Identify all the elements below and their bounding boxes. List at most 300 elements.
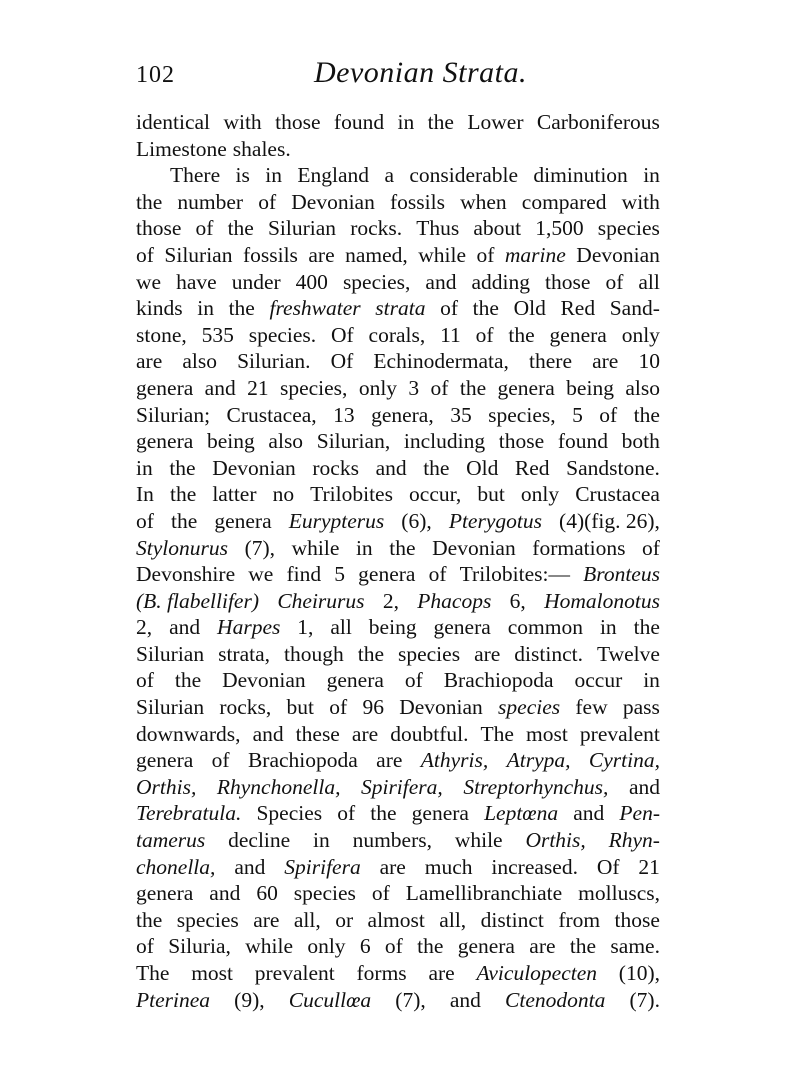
word: the bbox=[472, 296, 499, 321]
word: Brachiopoda bbox=[443, 668, 554, 693]
word: Brachiopoda bbox=[247, 748, 358, 773]
italic-word: chonella, bbox=[136, 854, 216, 879]
word: and bbox=[449, 987, 481, 1012]
word: are bbox=[253, 907, 280, 932]
word: of bbox=[605, 269, 624, 294]
italic-word: Athyris, bbox=[420, 748, 489, 773]
word: genera bbox=[214, 508, 272, 533]
word: corals, bbox=[368, 322, 426, 347]
word: stone, bbox=[136, 322, 187, 347]
word: genera bbox=[497, 375, 555, 400]
text-line bbox=[136, 481, 660, 508]
italic-word: Aviculopecten bbox=[476, 961, 598, 985]
word: only bbox=[307, 934, 346, 959]
word: the bbox=[357, 641, 384, 666]
text-line bbox=[136, 455, 660, 482]
word: Silurian, bbox=[316, 429, 391, 454]
word: the bbox=[169, 482, 197, 507]
text-line bbox=[136, 215, 660, 242]
word: 21 bbox=[247, 375, 269, 400]
word: Silurian bbox=[267, 216, 337, 241]
word: 60 bbox=[256, 881, 278, 906]
word: Devonshire bbox=[136, 562, 236, 587]
word: (9), bbox=[234, 987, 265, 1012]
word: number bbox=[177, 189, 244, 214]
word: pass bbox=[622, 695, 660, 720]
word: There bbox=[170, 163, 221, 188]
word: in bbox=[197, 296, 214, 321]
word: all, bbox=[439, 907, 467, 932]
word: being bbox=[206, 429, 255, 454]
word: all, bbox=[293, 907, 321, 932]
word: are bbox=[351, 721, 379, 746]
italic-word: Stylonurus bbox=[136, 535, 228, 560]
word: also bbox=[182, 349, 217, 374]
text-line bbox=[136, 242, 660, 269]
word: Of bbox=[330, 349, 354, 374]
word: of bbox=[475, 322, 494, 347]
italic-word: marine bbox=[504, 242, 566, 267]
word: 10 bbox=[638, 349, 660, 374]
word: Trilobites bbox=[310, 482, 393, 507]
word: genera bbox=[136, 881, 194, 906]
word: the bbox=[170, 508, 198, 533]
word: common bbox=[507, 615, 583, 640]
word: those bbox=[614, 907, 660, 932]
word: being bbox=[368, 615, 417, 640]
word: Red bbox=[560, 296, 596, 321]
text-line bbox=[136, 774, 660, 801]
text-line bbox=[136, 588, 660, 615]
word: species, bbox=[279, 375, 348, 400]
text-line bbox=[136, 907, 660, 934]
word: diminution bbox=[533, 163, 628, 188]
word: we bbox=[248, 562, 274, 587]
italic-word: Spirifera, bbox=[360, 774, 443, 799]
italic-word: Pterygotus bbox=[448, 508, 542, 533]
word: Silurian bbox=[136, 641, 205, 666]
text-line bbox=[136, 854, 660, 881]
word: few bbox=[575, 695, 608, 720]
text-line bbox=[136, 747, 660, 774]
word: Silurian. bbox=[237, 349, 311, 374]
word: 2, bbox=[136, 615, 153, 640]
word: Devonian bbox=[291, 189, 375, 214]
italic-word: Eurypterus bbox=[288, 508, 385, 533]
word: the bbox=[633, 402, 660, 427]
word: are bbox=[376, 748, 403, 773]
text-line bbox=[136, 933, 660, 960]
word: increased. bbox=[491, 854, 578, 879]
word: in bbox=[643, 668, 660, 693]
word: rocks. bbox=[350, 216, 403, 241]
word: the bbox=[228, 296, 255, 321]
text-line bbox=[136, 960, 660, 987]
word: of bbox=[136, 668, 154, 693]
word: in bbox=[313, 828, 330, 853]
text-line bbox=[136, 136, 660, 163]
word: and bbox=[375, 455, 407, 480]
word: Siluria, bbox=[168, 934, 231, 959]
word: only bbox=[520, 482, 560, 507]
word: are bbox=[308, 242, 335, 267]
word: named, bbox=[345, 242, 408, 267]
word: of bbox=[136, 242, 154, 267]
word: Silurian bbox=[164, 242, 233, 267]
word: species, bbox=[342, 269, 411, 294]
word: distinct. bbox=[514, 641, 583, 666]
word: the bbox=[508, 322, 535, 347]
word: 96 bbox=[362, 695, 384, 720]
word: fossils bbox=[389, 189, 445, 214]
word: Devonian bbox=[432, 535, 516, 560]
word: (4)(fig. 26), bbox=[559, 508, 660, 533]
italic-word: Cyrtina, bbox=[588, 748, 660, 773]
word: Devonian bbox=[399, 695, 483, 720]
word: those bbox=[498, 429, 545, 454]
word: shales. bbox=[232, 136, 291, 161]
word: In bbox=[136, 482, 154, 507]
word: Lamellibranchiate bbox=[405, 881, 563, 906]
word: The bbox=[480, 721, 514, 746]
word: and bbox=[204, 375, 236, 400]
word: when bbox=[460, 189, 507, 214]
text-line bbox=[136, 987, 660, 1014]
word: the bbox=[389, 535, 416, 560]
word: from bbox=[558, 907, 601, 932]
word: the bbox=[136, 189, 163, 214]
word: the bbox=[169, 455, 196, 480]
word: of bbox=[329, 695, 348, 720]
word: latter bbox=[212, 482, 257, 507]
word: 3 bbox=[408, 375, 420, 400]
italic-word: Rhyn- bbox=[608, 828, 660, 853]
word: of bbox=[195, 216, 214, 241]
italic-word: Leptœna bbox=[484, 801, 559, 826]
italic-word: Ctenodonta bbox=[505, 987, 606, 1012]
word: Trilobites:— bbox=[459, 562, 570, 587]
word: Echinodermata, bbox=[373, 349, 509, 374]
text-line bbox=[136, 827, 660, 854]
word: the bbox=[427, 110, 454, 134]
text-line bbox=[136, 694, 660, 721]
word: a bbox=[384, 163, 394, 188]
word: including bbox=[403, 429, 486, 454]
word: kinds bbox=[136, 296, 183, 321]
word: genera bbox=[411, 801, 469, 826]
word: Sand- bbox=[609, 296, 660, 321]
word: is bbox=[235, 163, 250, 188]
word: species bbox=[597, 216, 660, 241]
italic-word: Pterinea bbox=[136, 987, 211, 1012]
word: both bbox=[621, 429, 660, 454]
word: almost bbox=[367, 907, 425, 932]
word: 5 bbox=[572, 402, 583, 427]
text-line bbox=[136, 428, 660, 455]
word: 35 bbox=[450, 402, 472, 427]
word: though bbox=[284, 641, 344, 666]
word: in bbox=[136, 455, 153, 480]
word: of bbox=[258, 189, 277, 214]
text-line bbox=[136, 295, 660, 322]
word: identical bbox=[136, 110, 211, 134]
word: compared bbox=[521, 189, 607, 214]
word: the bbox=[459, 375, 487, 400]
word: in bbox=[599, 615, 617, 640]
word: genera bbox=[358, 562, 416, 587]
word: the bbox=[174, 668, 202, 693]
word: 5 bbox=[334, 562, 346, 587]
word: Crustacea, bbox=[226, 402, 317, 427]
text-line bbox=[136, 348, 660, 375]
word: all bbox=[638, 269, 660, 294]
text-line bbox=[136, 800, 660, 827]
word: only bbox=[621, 322, 660, 347]
text-line bbox=[136, 721, 660, 748]
word: are bbox=[474, 641, 501, 666]
word: genera bbox=[433, 615, 491, 640]
word: are bbox=[379, 854, 406, 879]
text-line bbox=[136, 880, 660, 907]
italic-word: tamerus bbox=[136, 828, 206, 853]
word: Limestone bbox=[136, 136, 227, 161]
word: 6 bbox=[359, 934, 371, 959]
word: of bbox=[404, 668, 423, 693]
word: are bbox=[136, 349, 163, 374]
italic-word: Spirifera bbox=[284, 854, 361, 879]
word: Devonian bbox=[212, 455, 296, 480]
word: Species bbox=[256, 801, 323, 826]
word: the bbox=[633, 615, 660, 640]
italic-word: Orthis, bbox=[525, 828, 586, 853]
text-line bbox=[136, 375, 660, 402]
word: of bbox=[599, 402, 618, 427]
word: of bbox=[371, 881, 390, 906]
word: strata, bbox=[218, 641, 271, 666]
word: are bbox=[428, 961, 455, 985]
word: the bbox=[136, 907, 163, 932]
word: Carboniferous bbox=[536, 110, 660, 134]
word: there bbox=[529, 349, 572, 374]
word: same. bbox=[610, 934, 660, 959]
page-header bbox=[136, 56, 660, 96]
word: in bbox=[397, 110, 415, 134]
word: Crustacea bbox=[575, 482, 660, 507]
word: Old bbox=[466, 455, 499, 480]
word: 400 bbox=[295, 269, 328, 294]
word: of bbox=[211, 748, 230, 773]
word: while bbox=[245, 934, 294, 959]
word: 1, bbox=[297, 615, 314, 640]
word: occur bbox=[574, 668, 623, 693]
word: species. bbox=[248, 322, 317, 347]
word: also bbox=[268, 429, 304, 454]
word: 535 bbox=[201, 322, 234, 347]
word: of bbox=[136, 934, 154, 959]
word: the bbox=[227, 216, 254, 241]
word: genera, bbox=[371, 402, 434, 427]
word: in bbox=[265, 163, 282, 188]
word: the bbox=[417, 934, 444, 959]
text-line bbox=[136, 189, 660, 216]
italic-word: species bbox=[498, 695, 561, 720]
word: Devonian bbox=[222, 668, 306, 693]
italic-word: Cucullœa bbox=[288, 987, 372, 1012]
word: and bbox=[234, 854, 266, 879]
word: The bbox=[136, 961, 170, 985]
running-title: Devonian Strata. bbox=[314, 56, 527, 89]
italic-word: Orthis, bbox=[136, 774, 197, 799]
word: 11 bbox=[440, 322, 461, 347]
word: of bbox=[428, 562, 447, 587]
word: Twelve bbox=[596, 641, 660, 666]
word: with bbox=[223, 110, 262, 134]
word: genera bbox=[136, 429, 194, 454]
word: while bbox=[291, 535, 340, 560]
italic-word: Pen- bbox=[619, 801, 660, 826]
word: of bbox=[476, 242, 495, 267]
word: species bbox=[397, 641, 461, 666]
word: of bbox=[337, 801, 356, 826]
word: England bbox=[297, 163, 370, 188]
italic-word: Atrypa, bbox=[506, 748, 571, 773]
word: or bbox=[335, 907, 354, 932]
word: rocks, bbox=[219, 695, 272, 720]
word: doubtful. bbox=[390, 721, 469, 746]
word: (10), bbox=[618, 961, 660, 985]
italic-word: freshwater bbox=[269, 296, 361, 321]
italic-word: Bronteus bbox=[583, 562, 660, 587]
word: Red bbox=[514, 455, 550, 480]
word: found bbox=[333, 110, 385, 134]
word: species bbox=[176, 907, 239, 932]
word: Of bbox=[596, 854, 620, 879]
word: while bbox=[454, 828, 503, 853]
word: no bbox=[272, 482, 295, 507]
word: 2, bbox=[382, 588, 399, 613]
word: Thus bbox=[416, 216, 460, 241]
word: all bbox=[330, 615, 352, 640]
word: (7), bbox=[244, 535, 276, 560]
word: genera bbox=[136, 748, 194, 773]
word: most bbox=[526, 721, 568, 746]
word: find bbox=[286, 562, 322, 587]
word: 21 bbox=[638, 854, 660, 879]
text-line bbox=[136, 508, 660, 535]
word: found bbox=[557, 429, 608, 454]
italic-word: (B. flabellifer) bbox=[136, 588, 259, 613]
text-line bbox=[136, 667, 660, 694]
word: also bbox=[625, 375, 660, 400]
word: have bbox=[176, 269, 217, 294]
word: and bbox=[209, 881, 241, 906]
body-text bbox=[136, 109, 660, 1013]
word: those bbox=[545, 269, 591, 294]
page-number: 102 bbox=[136, 62, 175, 88]
word: Silurian; bbox=[136, 402, 211, 427]
word: fossils bbox=[242, 242, 298, 267]
word: forms bbox=[356, 961, 407, 985]
word: the bbox=[370, 801, 397, 826]
text-line bbox=[136, 402, 660, 429]
word: 6, bbox=[509, 588, 526, 613]
word: genera bbox=[326, 668, 384, 693]
word: and bbox=[573, 801, 605, 826]
word: Of bbox=[331, 322, 354, 347]
word: while bbox=[418, 242, 467, 267]
word: genera bbox=[457, 934, 515, 959]
word: occur, bbox=[409, 482, 462, 507]
word: of bbox=[430, 375, 449, 400]
italic-word: Streptorhynchus, bbox=[463, 774, 609, 799]
italic-word: strata bbox=[375, 296, 426, 321]
word: the bbox=[423, 455, 450, 480]
word: of bbox=[642, 535, 660, 560]
word: Old bbox=[513, 296, 546, 321]
word: Devonian bbox=[576, 242, 660, 267]
italic-word: Terebratula. bbox=[136, 801, 242, 826]
word: molluscs, bbox=[578, 881, 660, 906]
word: are bbox=[529, 934, 556, 959]
word: downwards, bbox=[136, 721, 241, 746]
text-line bbox=[136, 535, 660, 562]
word: these bbox=[295, 721, 340, 746]
italic-word: Cheirurus bbox=[277, 588, 365, 613]
text-line bbox=[136, 109, 660, 136]
word: (6), bbox=[401, 508, 432, 533]
word: Silurian bbox=[136, 695, 205, 720]
word: adding bbox=[471, 269, 531, 294]
italic-word: Homalonotus bbox=[544, 588, 660, 613]
word: and bbox=[252, 721, 284, 746]
word: considerable bbox=[409, 163, 519, 188]
word: rocks bbox=[312, 455, 359, 480]
word: about bbox=[473, 216, 522, 241]
word: in bbox=[355, 535, 373, 560]
word: 1,500 bbox=[535, 216, 584, 241]
text-line bbox=[136, 269, 660, 296]
word: only bbox=[358, 375, 398, 400]
word: species bbox=[293, 881, 356, 906]
text-line bbox=[136, 614, 660, 641]
word: but bbox=[286, 695, 315, 720]
word: prevalent bbox=[579, 721, 660, 746]
word: species, bbox=[488, 402, 556, 427]
italic-word: Rhynchonella, bbox=[216, 774, 341, 799]
word: and bbox=[628, 774, 660, 799]
word: Sandstone. bbox=[566, 455, 660, 480]
word: with bbox=[621, 189, 660, 214]
word: formations bbox=[532, 535, 626, 560]
word: of bbox=[136, 508, 154, 533]
italic-word: Phacops bbox=[417, 588, 492, 613]
word: genera bbox=[136, 375, 194, 400]
word: most bbox=[191, 961, 234, 985]
word: and bbox=[169, 615, 201, 640]
word: decline bbox=[228, 828, 291, 853]
word: numbers, bbox=[352, 828, 432, 853]
word: much bbox=[424, 854, 473, 879]
word: we bbox=[136, 269, 162, 294]
text-line bbox=[136, 162, 660, 189]
word: and bbox=[425, 269, 457, 294]
word: Lower bbox=[467, 110, 524, 134]
word: (7). bbox=[629, 987, 660, 1012]
word: but bbox=[477, 482, 505, 507]
word: under bbox=[231, 269, 281, 294]
word: of bbox=[440, 296, 459, 321]
word: genera bbox=[549, 322, 607, 347]
